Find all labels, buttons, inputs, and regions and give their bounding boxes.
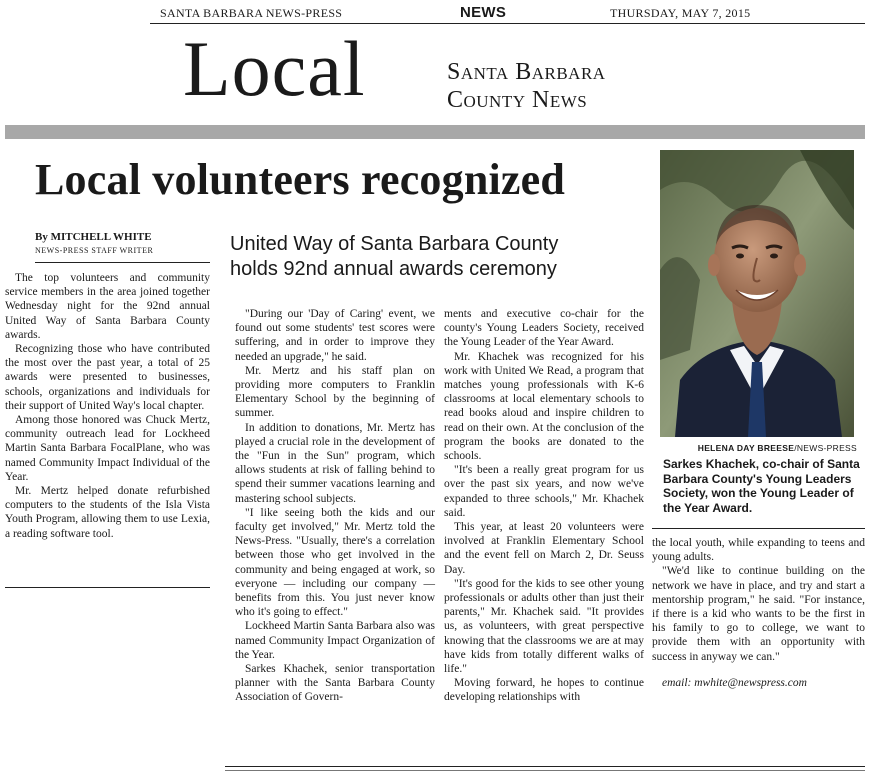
paragraph: "It's good for the kids to see other young professionals or adults other than just their parents," Mr. Khachek said. "It provides us, as volunteers, with great perspective knowing that the classrooms we are at may have kids from totally different walks of life." [444, 577, 644, 676]
portrait-image [660, 150, 854, 437]
article-column-1 [5, 271, 210, 541]
article-column-4 [652, 536, 865, 690]
paragraph: Mr. Mertz and his staff plan on providing more computers to Franklin Elementary School by the beginning of summer. [235, 364, 435, 420]
section-label: NEWS [460, 4, 507, 21]
paragraph: "I like seeing both the kids and our faculty get involved," Mr. Mertz told the News-Press. "Usually, there's a correlation between those who get involved in the community and being engaged at work, so everyone — including our company — benefits from this. You just never know who it's going to effect." [235, 506, 435, 619]
section-title: Local [183, 25, 366, 112]
issue-date: THURSDAY, MAY 7, 2015 [610, 6, 751, 20]
paragraph: "During our 'Day of Caring' event, we found out some students' test scores were suffering, and in order to improve they needed an upgrade," he said. [235, 308, 435, 363]
paragraph: The top volunteers and community service members in the area joined together Wednesday night for the 92nd annual United Way of Santa Barbara County awards. [5, 272, 210, 341]
caption-rule [652, 528, 865, 529]
running-header [0, 6, 875, 22]
paragraph: Mr. Khachek was recognized for his work with United We Read, a program that matches young professionals with K-6 classrooms at local elementary schools to read books aloud and inspire children to read on their own. At the conclusion of the program the books are donated to the schools. [444, 350, 644, 463]
paragraph: Among those honored was Chuck Mertz, community outreach lead for Lockheed Martin Santa Barbara FocalPlane, who was named Community Impact Individual of the Year. [5, 414, 210, 483]
paragraph: Lockheed Martin Santa Barbara also was named Community Impact Organization of the Year. [235, 620, 435, 661]
paragraph: In addition to donations, Mr. Mertz has played a crucial role in the development of the "Fun in the Sun" program, which allows students at risk of falling behind to spend their summer vacations learning and mastering school subjects. [235, 421, 435, 505]
footer-rule [225, 766, 865, 767]
section-bar [5, 125, 865, 139]
byline-role: NEWS-PRESS STAFF WRITER [35, 246, 154, 255]
paragraph: Recognizing those who have contributed the most over the past year, a total of 25 awards were presented to businesses, schools, organizations and individuals for their support of United Way's local chapter. [5, 343, 210, 412]
article-column-2 [235, 307, 435, 705]
paragraph: This year, at least 20 volunteers were involved at Franklin Elementary School and the event fell on March 2, Dr. Seuss Day. [444, 521, 644, 576]
photo-credit-org: /NEWS-PRESS [794, 443, 857, 453]
photo-caption: Sarkes Khachek, co-chair of Santa Barbara County's Young Leaders Society, won the Young Leader of the Year Award. [663, 457, 860, 515]
photo-credit-name: HELENA DAY BREESE [697, 443, 795, 453]
paragraph: "It's been a really great program for us over the past six years, and now we've expanded to three schools," Mr. Khachek said. [444, 464, 644, 519]
paragraph: Moving forward, he hopes to continue developing relationships with [444, 677, 644, 704]
byline [35, 230, 153, 258]
paragraph: ments and executive co-chair for the county's Young Leaders Society, received the Young Leader of the Year Award. [444, 308, 644, 349]
byline-rule [35, 262, 210, 263]
section-subtitle-line1: Santa Barbara [447, 59, 606, 85]
column-end-rule [5, 587, 210, 588]
deck-line1: United Way of Santa Barbara County [230, 233, 559, 255]
section-subtitle [447, 58, 606, 114]
byline-name: By MITCHELL WHITE [35, 231, 152, 243]
photo-credit [657, 443, 857, 453]
footer-rule-secondary [225, 770, 865, 771]
deck-line2: holds 92nd annual awards ceremony [230, 258, 557, 280]
portrait-photo [660, 150, 854, 437]
paragraph: "We'd like to continue building on the network we have in place, and try and start a mentorship program," he said. "For instance, if there is a kid who wants to be the first in his family to go to college, we want to provide them with an opportunity with success in anyway we can." [652, 565, 865, 663]
paragraph: the local youth, while expanding to teens and young adults. [652, 537, 865, 564]
author-email: email: mwhite@newspress.com [662, 676, 807, 689]
article-headline: Local volunteers recognized [35, 155, 566, 204]
paragraph: Sarkes Khachek, senior transportation planner with the Santa Barbara County Association of Govern- [235, 663, 435, 704]
section-subtitle-line2: County News [447, 87, 588, 113]
paragraph: Mr. Mertz helped donate refurbished computers to the students of the Isla Vista Youth Program, allowing them to use Lexia, a reading software tool. [5, 485, 210, 540]
article-deck [230, 232, 650, 282]
newspaper-name: SANTA BARBARA NEWS-PRESS [160, 6, 343, 20]
article-column-3 [444, 307, 644, 705]
